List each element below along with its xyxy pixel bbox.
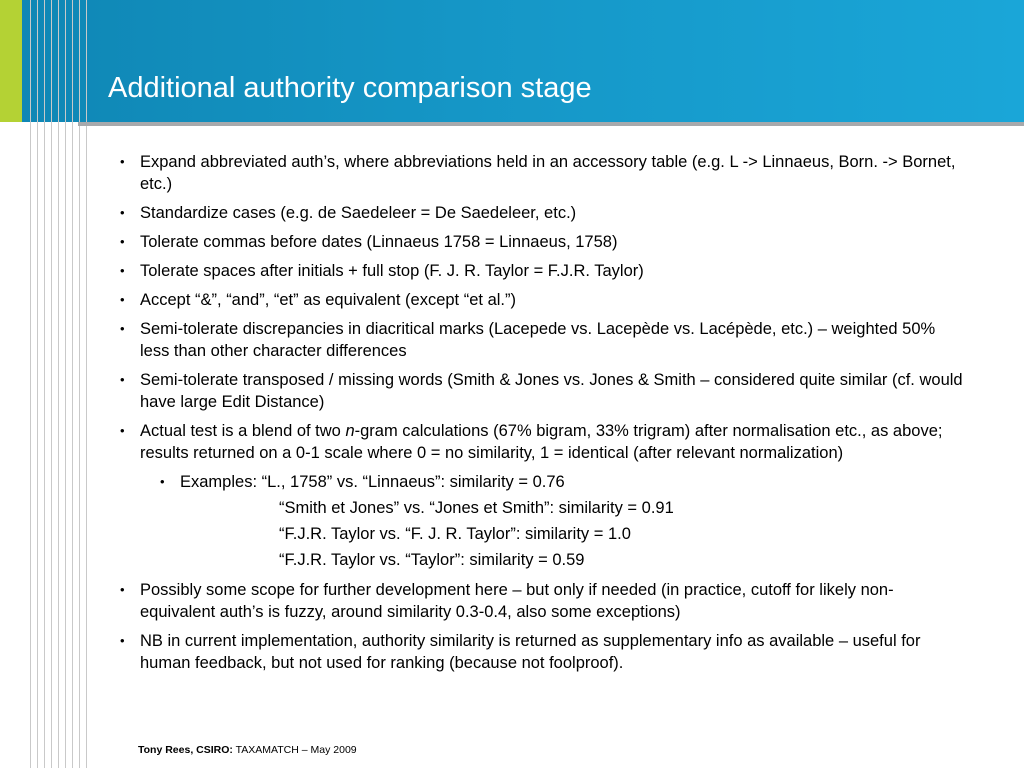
bullet-marker: • [120,582,125,597]
bullet-marker: • [120,423,125,438]
footer-event: TAXAMATCH – May 2009 [235,744,357,756]
slide-body [118,151,968,681]
bullet-marker: • [120,633,125,648]
bullet-list [118,151,968,493]
examples-item [158,471,968,493]
bullet-text-em: n [345,422,355,440]
footer [138,744,357,756]
bullet-marker: • [120,372,125,387]
decorative-pinstripes [0,0,92,768]
bullet-item [118,202,968,224]
bullet-list-continued [118,579,968,674]
bullet-text: Possibly some scope for further development here – but only if needed (in practice, cutoff for likely non-equivalent auth’s is fuzzy, around similarity 0.3-0.4, also some exceptions) [140,581,894,621]
header-divider [78,122,1024,126]
slide-title: Additional authority comparison stage [108,72,592,104]
footer-author: Tony Rees, CSIRO: [138,744,233,756]
example-line: “Smith et Jones” vs. “Jones et Smith”: similarity = 0.91 [279,499,674,517]
bullet-item [118,289,968,311]
example-line: “F.J.R. Taylor vs. “Taylor”: similarity = 0.59 [279,551,585,569]
bullet-marker: • [120,205,125,220]
bullet-text: Expand abbreviated auth’s, where abbreviations held in an accessory table (e.g. L -> Linnaeus, Born. -> Bornet, etc.) [140,153,956,193]
bullet-item [118,318,968,362]
bullet-item [118,231,968,253]
bullet-item [118,151,968,195]
bullet-marker: • [120,263,125,278]
bullet-marker: • [120,234,125,249]
bullet-text: Tolerate commas before dates (Linnaeus 1758 = Linnaeus, 1758) [140,233,618,251]
bullet-item [118,260,968,282]
bullet-marker: • [120,321,125,336]
bullet-marker: • [160,474,165,489]
bullet-text: Standardize cases (e.g. de Saedeleer = De Saedeleer, etc.) [140,204,577,222]
example-text: Examples: “L., 1758” vs. “Linnaeus”: similarity = 0.76 [180,473,565,491]
bullet-marker: • [120,154,125,169]
bullet-text-pre: Actual test is a blend of two [140,422,346,440]
bullet-item [118,630,968,674]
bullet-text: Accept “&”, “and”, “et” as equivalent (except “et al.”) [140,291,516,309]
bullet-text: Semi-tolerate transposed / missing words (Smith & Jones vs. Jones & Smith – considered quite similar (cf. would have large Edit Distance) [140,371,963,411]
bullet-text: Semi-tolerate discrepancies in diacritical marks (Lacepede vs. Lacepède vs. Lacépède, etc.) – weighted 50% less than other character differences [140,320,936,360]
bullet-text-post: -gram calculations (67% bigram, 33% trigram) after normalisation etc., as above; results returned on a 0-1 scale where 0 = no similarity, 1 = identical (after relevant normalization) [140,422,943,462]
example-line: “F.J.R. Taylor vs. “F. J. R. Taylor”: similarity = 1.0 [279,525,631,543]
bullet-text: Tolerate spaces after initials + full stop (F. J. R. Taylor = F.J.R. Taylor) [140,262,644,280]
bullet-marker: • [120,292,125,307]
bullet-text: NB in current implementation, authority similarity is returned as supplementary info as available – useful for human feedback, but not used for ranking (because not foolproof). [140,632,921,672]
bullet-item [118,579,968,623]
bullet-item [118,369,968,413]
bullet-item [118,420,968,464]
